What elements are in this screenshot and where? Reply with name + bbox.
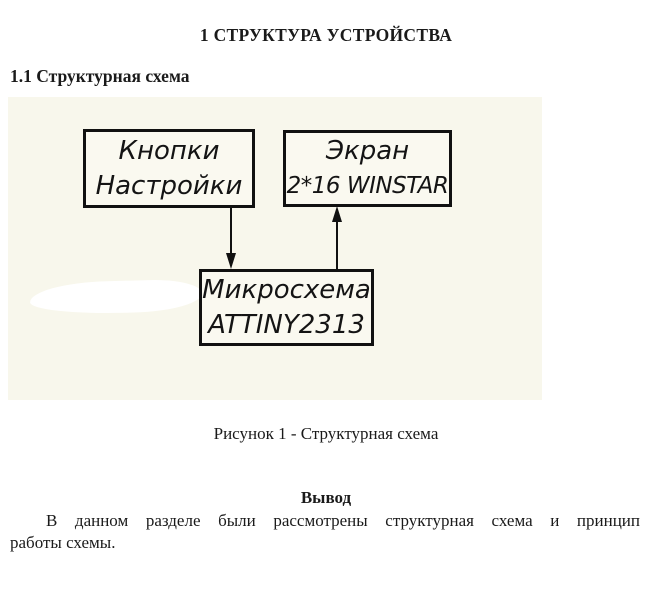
arrow-buttons-to-mcu-line	[230, 208, 232, 254]
diagram-box-mcu	[199, 269, 374, 346]
box-screen-line1: Экран	[325, 135, 410, 166]
conclusion-paragraph	[10, 510, 640, 553]
whiteout-smudge	[30, 279, 203, 315]
figure-caption: Рисунок 1 - Структурная схема	[213, 424, 439, 443]
arrow-up-icon	[332, 206, 342, 222]
diagram-box-buttons	[83, 129, 255, 208]
section-title: 1 СТРУКТУРА УСТРОЙСТВА	[199, 25, 453, 45]
conclusion-heading: Вывод	[300, 488, 352, 507]
box-screen-line2: 2*16 WINSTAR	[286, 172, 449, 199]
diagram-box-screen	[283, 130, 452, 207]
conclusion-line1: В данном разделе были рассмотрены структурная схема и принцип	[46, 511, 640, 530]
arrow-mcu-to-screen-line	[336, 222, 338, 269]
box-buttons-line2: Настройки	[95, 170, 243, 201]
arrow-down-icon	[226, 253, 236, 269]
box-mcu-line1: Микросхема	[202, 274, 371, 305]
box-buttons-line1: Кнопки	[118, 135, 220, 166]
subsection-title: 1.1 Структурная схема	[10, 66, 190, 86]
box-mcu-line2: ATTINY2313	[208, 309, 365, 340]
structure-diagram	[8, 97, 542, 400]
conclusion-line2: работы схемы.	[10, 532, 116, 552]
